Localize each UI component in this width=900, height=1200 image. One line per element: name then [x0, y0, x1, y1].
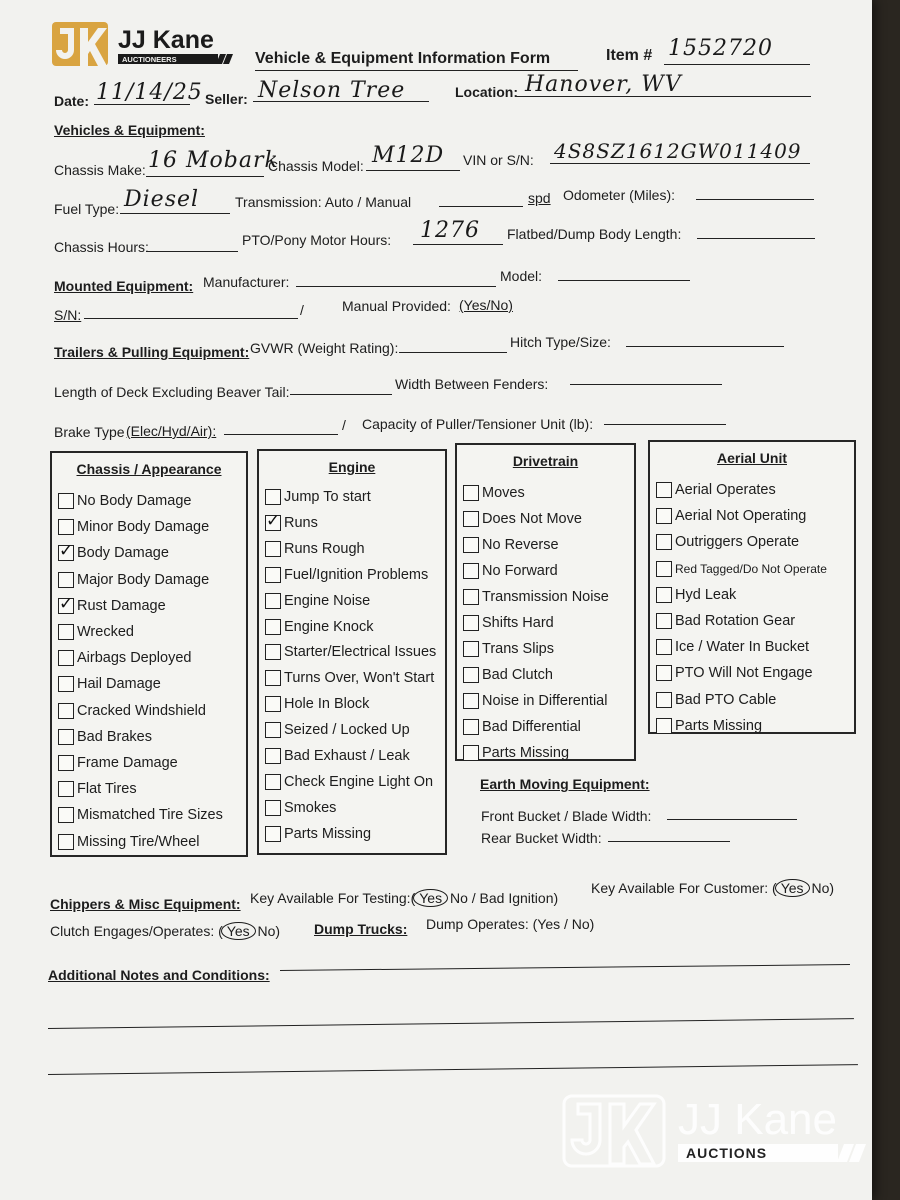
fenders-label: Width Between Fenders:	[395, 376, 549, 392]
vehicles-heading: Vehicles & Equipment:	[54, 122, 205, 138]
checkbox-label: Shifts Hard	[482, 615, 554, 631]
capacity-label: Capacity of Puller/Tensioner Unit (lb):	[362, 416, 594, 432]
checkbox-label: Bad PTO Cable	[675, 691, 777, 708]
checkbox[interactable]	[265, 800, 281, 816]
key-testing-yes-circled: Yes	[413, 889, 448, 907]
chassis-model-value: M12D	[372, 143, 445, 168]
checkbox[interactable]	[463, 667, 479, 683]
manual-provided-label: Manual Provided:	[342, 298, 451, 314]
chassis-item[interactable]	[58, 598, 166, 614]
earth-moving-heading: Earth Moving Equipment:	[480, 776, 650, 792]
engine-item[interactable]	[265, 593, 370, 609]
checkbox-label: Bad Clutch	[482, 667, 553, 683]
checkbox-label: Runs Rough	[284, 540, 365, 557]
key-testing-label: Key Available For Testing:	[250, 890, 411, 906]
pto-hours-label: PTO/Pony Motor Hours:	[242, 232, 392, 248]
checkbox-label: Runs	[284, 514, 318, 531]
checkbox-label: Flat Tires	[77, 781, 137, 798]
checkbox-label: Airbags Deployed	[77, 650, 192, 667]
checkbox-label: Rust Damage	[77, 597, 166, 614]
drivetrain-item[interactable]	[463, 485, 525, 501]
engine-title: Engine	[328, 459, 376, 475]
chassis-item[interactable]	[58, 624, 134, 640]
checkbox[interactable]	[463, 563, 479, 579]
checkbox[interactable]	[463, 485, 479, 501]
clutch-yes-circled: Yes	[221, 922, 256, 940]
checkbox[interactable]	[656, 561, 672, 577]
chassis-make-label: Chassis Make:	[54, 162, 146, 178]
checkbox-label: Turns Over, Won't Start	[284, 670, 435, 687]
mounted-model-label: Model:	[500, 268, 543, 284]
clutch-field: Clutch Engages/Operates: ( Yes No)	[50, 923, 281, 939]
checkbox-label: Missing Tire/Wheel	[77, 833, 200, 850]
checkbox[interactable]	[656, 692, 672, 708]
form-page: JJ Kane AUCTIONEERS Vehicle & Equipment Information Form Item # 1552720 Date: 11/14/25 Seller: Nelson Tree Location: Hanover, WV Vehicles & Equipment: Chassis Make: 16 Mobark Chassis Model: M12D VIN or S/N: 4S8SZ1612GW011409 Fuel Type: Diesel Transmission: Auto / Manual spd Odometer (Miles): Chassis Hours: PTO/Pony Motor Hours: 1276 Flatbed/Dump Body Length: Mounted Equipment: Manufacturer: Model: S/N: / Manual Provided: (Yes/No) Trailers & Pulling Equipment: GVWR (Weight Rating): Hitch Type/Size: Length of Deck Excluding Beaver Tail: Width Between Fenders: Brake Type (Elec/Hyd/Air): / Capacity of Puller/Tensioner Unit (lb): Chassis / Appearance No Body Damage Minor Body Damage ✓ Body Damage Major Body Damage ✓ Rust Damage Wrecked Airbags Deployed Hail Damage Cracked Windshield Bad Brakes Frame Damage Flat Tires Mismatched Tire Sizes Missing Tire/Wheel Engine Jump To start ✓ Runs Runs Rough Fuel/Ignition Problems Engine Noise Engine Knock Starter/Electrical Issues Turns Over, Won't Start Hole In Block Seized / Locked Up Bad Exhaust / Leak Check Engine Light On Smokes Parts Missing Drivetrain Moves Does Not Move No Reverse No Forward Transmission Noise Shifts Hard Trans Slips Bad Clutch Noise in Differential Bad Differential Parts Missing Aerial Unit Aerial Operates Aerial Not Operating Outriggers Operate Red Tagged/Do Not Operate Hyd Leak Bad Rotation Gear Ice / Water In Bucket PTO Will Not Engage Bad PTO Cable Parts Missing Earth Moving Equipment: Front Bucket / Blade Width: Rear Bucket Width: Chippers & Misc Equipment: Key Available For Testing:( Yes No / Bad Ignition) Key Available For Customer: ( Yes No) Clutch Engages/Operates: ( Yes No) Dump Trucks: Dump Operates: (Yes / No) Additional Notes and Conditions: JJ Kane AUCTIONS	[0, 0, 872, 1200]
drivetrain-item[interactable]	[463, 745, 569, 761]
chassis-item[interactable]	[58, 650, 191, 666]
checkbox[interactable]	[265, 774, 281, 790]
checkbox-label: Transmission Noise	[482, 589, 609, 605]
location-label: Location:	[455, 84, 518, 100]
pto-hours-value: 1276	[420, 218, 480, 243]
aerial-item[interactable]	[656, 534, 799, 550]
chassis-item[interactable]	[58, 807, 223, 823]
aerial-unit-title: Aerial Unit	[716, 450, 787, 466]
aerial-item[interactable]	[656, 692, 776, 708]
drivetrain-title: Drivetrain	[512, 453, 579, 469]
checkbox[interactable]	[58, 519, 74, 535]
checkbox[interactable]	[58, 624, 74, 640]
drivetrain-item[interactable]	[463, 641, 554, 657]
chassis-hours-label: Chassis Hours:	[54, 239, 149, 255]
manual-provided-options: (Yes/No)	[459, 297, 513, 313]
checkbox[interactable]	[265, 644, 281, 660]
checkbox[interactable]	[58, 781, 74, 797]
checkbox[interactable]	[265, 696, 281, 712]
checkbox-label: Starter/Electrical Issues	[284, 644, 437, 661]
drivetrain-item[interactable]	[463, 719, 581, 735]
checkbox-label: Body Damage	[77, 545, 169, 562]
brake-type-options: (Elec/Hyd/Air):	[126, 423, 217, 439]
chassis-item[interactable]	[58, 703, 206, 719]
engine-item[interactable]	[265, 722, 410, 738]
engine-item[interactable]	[265, 748, 410, 764]
watermark-brand-text: JJ Kane	[678, 1095, 837, 1144]
checkbox[interactable]	[265, 567, 281, 583]
checkbox-label: Bad Differential	[482, 719, 581, 735]
checkbox[interactable]	[58, 703, 74, 719]
checkbox[interactable]	[58, 834, 74, 850]
checkbox[interactable]	[463, 693, 479, 709]
checkbox-label: PTO Will Not Engage	[675, 665, 813, 682]
checkbox-label: Bad Exhaust / Leak	[284, 748, 410, 764]
aerial-item[interactable]	[656, 665, 813, 681]
checkbox[interactable]	[265, 722, 281, 738]
checkbox[interactable]	[656, 482, 672, 498]
checkbox-label: Minor Body Damage	[77, 519, 210, 536]
fuel-type-value: Diesel	[124, 187, 200, 212]
drivetrain-box	[455, 443, 636, 761]
checkbox[interactable]	[265, 619, 281, 635]
checkbox-label: Outriggers Operate	[675, 534, 800, 551]
logo-sub-text: AUCTIONEERS	[122, 55, 177, 64]
chassis-item[interactable]	[58, 519, 209, 535]
checkbox[interactable]	[58, 650, 74, 666]
chassis-item[interactable]	[58, 781, 137, 797]
checkbox-label: No Forward	[482, 563, 558, 579]
checkbox-label: Does Not Move	[482, 511, 582, 527]
checkbox-label: Parts Missing	[284, 825, 372, 842]
key-testing-rest: No / Bad Ignition)	[446, 890, 559, 906]
key-customer-label: Key Available For Customer:	[591, 880, 769, 896]
fuel-type-label: Fuel Type:	[54, 201, 120, 217]
engine-item[interactable]	[265, 489, 371, 505]
deck-length-label: Length of Deck Excluding Beaver Tail:	[54, 384, 290, 400]
flatbed-label: Flatbed/Dump Body Length:	[507, 226, 682, 242]
jj-kane-logo-mark	[50, 20, 235, 70]
aerial-item[interactable]	[656, 613, 795, 629]
checkbox-label: Wrecked	[77, 624, 134, 640]
form-title: Vehicle & Equipment Information Form	[255, 50, 551, 67]
chassis-item[interactable]	[58, 676, 161, 692]
aerial-item[interactable]	[656, 482, 776, 498]
gvwr-label: GVWR (Weight Rating):	[250, 340, 399, 356]
checkbox[interactable]	[463, 719, 479, 735]
checkbox[interactable]	[656, 718, 672, 734]
drivetrain-item[interactable]	[463, 667, 553, 683]
checkbox[interactable]	[656, 665, 672, 681]
checkbox[interactable]	[463, 537, 479, 553]
checkbox-label: No Body Damage	[77, 493, 192, 509]
key-testing-field: Key Available For Testing:( Yes No / Bad Ignition)	[250, 890, 559, 906]
checkbox-label: Bad Brakes	[77, 728, 152, 745]
checkbox-label: Trans Slips	[482, 641, 554, 657]
checkbox-label: Engine Noise	[284, 592, 371, 609]
engine-item[interactable]	[265, 567, 428, 583]
checkbox-label: Hole In Block	[284, 696, 370, 713]
chassis-item[interactable]	[58, 729, 152, 745]
checkbox-label: Smokes	[284, 799, 337, 816]
checkbox-label: Jump To start	[284, 489, 371, 505]
checkbox[interactable]	[58, 676, 74, 692]
checkbox[interactable]	[656, 613, 672, 629]
mounted-sn-label: S/N:	[54, 307, 82, 323]
checkbox[interactable]	[58, 755, 74, 771]
hitch-label: Hitch Type/Size:	[510, 334, 611, 350]
checkbox[interactable]	[58, 572, 74, 588]
rear-bucket-label: Rear Bucket Width:	[481, 830, 602, 846]
checkbox-label: Aerial Operates	[675, 482, 776, 498]
drivetrain-item[interactable]	[463, 511, 582, 527]
checkbox[interactable]	[463, 615, 479, 631]
checkbox-label: Red Tagged/Do Not Operate	[675, 561, 827, 576]
checkbox-label: Noise in Differential	[482, 693, 608, 709]
checkbox-label: Check Engine Light On	[284, 773, 434, 790]
item-label: Item #	[606, 47, 653, 64]
chassis-item[interactable]	[58, 493, 191, 509]
key-customer-yes-circled: Yes	[775, 879, 810, 897]
checkbox[interactable]	[463, 589, 479, 605]
drivetrain-item[interactable]	[463, 537, 559, 553]
location-value: Hanover, WV	[525, 72, 682, 97]
jj-kane-watermark-mark	[560, 1090, 870, 1170]
engine-item[interactable]	[265, 800, 336, 816]
date-value: 11/14/25	[96, 80, 203, 105]
drivetrain-item[interactable]	[463, 589, 609, 605]
dump-trucks-heading: Dump Trucks:	[314, 921, 408, 937]
chassis-make-value: 16 Mobark	[148, 148, 279, 173]
engine-item[interactable]	[265, 774, 433, 790]
checkbox-label: Parts Missing	[482, 745, 570, 761]
trailers-heading: Trailers & Pulling Equipment:	[54, 344, 250, 360]
checkbox[interactable]	[265, 826, 281, 842]
aerial-item[interactable]	[656, 587, 736, 603]
checkbox-label: Hyd Leak	[675, 586, 737, 603]
engine-box	[257, 449, 447, 855]
engine-item[interactable]	[265, 515, 318, 531]
engine-item[interactable]	[265, 541, 365, 557]
aerial-item[interactable]	[656, 561, 827, 577]
engine-item[interactable]	[265, 826, 371, 842]
checkbox[interactable]	[265, 515, 281, 531]
mounted-heading: Mounted Equipment:	[54, 278, 194, 294]
chassis-item[interactable]	[58, 545, 169, 561]
checkbox[interactable]	[265, 541, 281, 557]
clutch-label: Clutch Engages/Operates:	[50, 923, 215, 939]
checkbox[interactable]	[58, 545, 74, 561]
checkbox[interactable]	[463, 641, 479, 657]
checkbox[interactable]	[656, 534, 672, 550]
drivetrain-item[interactable]	[463, 563, 558, 579]
vin-label: VIN or S/N:	[463, 152, 534, 168]
checkbox-label: Seized / Locked Up	[284, 722, 410, 739]
checkbox[interactable]	[656, 587, 672, 603]
checkbox-label: Aerial Not Operating	[675, 508, 807, 525]
odometer-label: Odometer (Miles):	[563, 187, 676, 203]
seller-value: Nelson Tree	[258, 78, 406, 103]
key-customer-field: Key Available For Customer: ( Yes No)	[591, 880, 835, 896]
chassis-appearance-title: Chassis / Appearance	[76, 461, 222, 477]
jj-kane-watermark	[560, 1090, 870, 1175]
seller-label: Seller:	[205, 91, 248, 107]
item-number-value: 1552720	[668, 36, 773, 61]
checkbox[interactable]	[58, 807, 74, 823]
checkbox[interactable]	[265, 748, 281, 764]
engine-item[interactable]	[265, 644, 436, 660]
drivetrain-item[interactable]	[463, 615, 554, 631]
notes-heading: Additional Notes and Conditions:	[48, 967, 270, 983]
checkbox[interactable]	[265, 489, 281, 505]
checkbox[interactable]	[463, 745, 479, 761]
jj-kane-logo	[50, 20, 235, 75]
aerial-item[interactable]	[656, 508, 806, 524]
checkbox-label: Mismatched Tire Sizes	[77, 807, 223, 824]
checkbox[interactable]	[58, 729, 74, 745]
checkbox[interactable]	[656, 508, 672, 524]
engine-item[interactable]	[265, 670, 434, 686]
checkbox[interactable]	[463, 511, 479, 527]
manufacturer-label: Manufacturer:	[203, 274, 290, 290]
aerial-unit-box	[648, 440, 856, 734]
checkbox-label: Engine Knock	[284, 618, 374, 635]
chassis-item[interactable]	[58, 572, 209, 588]
chassis-item[interactable]	[58, 834, 199, 850]
checkbox-label: Bad Rotation Gear	[675, 613, 796, 629]
checkbox[interactable]	[58, 493, 74, 509]
chassis-item[interactable]	[58, 755, 178, 771]
checkbox-label: Fuel/Ignition Problems	[284, 566, 429, 583]
vin-value: 4S8SZ1612GW011409	[554, 139, 802, 163]
transmission-label: Transmission: Auto / Manual	[235, 194, 412, 210]
chassis-model-label: Chassis Model:	[268, 158, 364, 174]
checkbox[interactable]	[265, 593, 281, 609]
date-label: Date:	[54, 93, 90, 109]
watermark-sub-text: AUCTIONS	[686, 1145, 768, 1161]
aerial-item[interactable]	[656, 639, 809, 655]
engine-item[interactable]	[265, 696, 369, 712]
logo-brand-text: JJ Kane	[118, 26, 214, 54]
brake-type-label: Brake Type	[54, 424, 125, 440]
dump-operates-label: Dump Operates: (Yes / No)	[426, 916, 595, 932]
checkbox-label: Moves	[482, 485, 525, 501]
checkbox-label: Cracked Windshield	[77, 702, 206, 719]
checkbox[interactable]	[58, 598, 74, 614]
engine-item[interactable]	[265, 619, 373, 635]
checkbox-label: Hail Damage	[77, 676, 161, 693]
checkbox-label: Parts Missing	[675, 717, 763, 734]
aerial-item[interactable]	[656, 718, 762, 734]
checkbox-label: No Reverse	[482, 537, 559, 553]
front-bucket-label: Front Bucket / Blade Width:	[481, 808, 652, 824]
chassis-appearance-box	[50, 451, 248, 857]
checkbox-label: Frame Damage	[77, 755, 178, 771]
chippers-heading: Chippers & Misc Equipment:	[50, 896, 241, 912]
checkbox[interactable]	[265, 670, 281, 686]
checkbox-label: Major Body Damage	[77, 571, 210, 588]
spd-label: spd	[528, 190, 551, 206]
checkbox-label: Ice / Water In Bucket	[675, 639, 810, 656]
drivetrain-item[interactable]	[463, 693, 607, 709]
checkbox[interactable]	[656, 639, 672, 655]
